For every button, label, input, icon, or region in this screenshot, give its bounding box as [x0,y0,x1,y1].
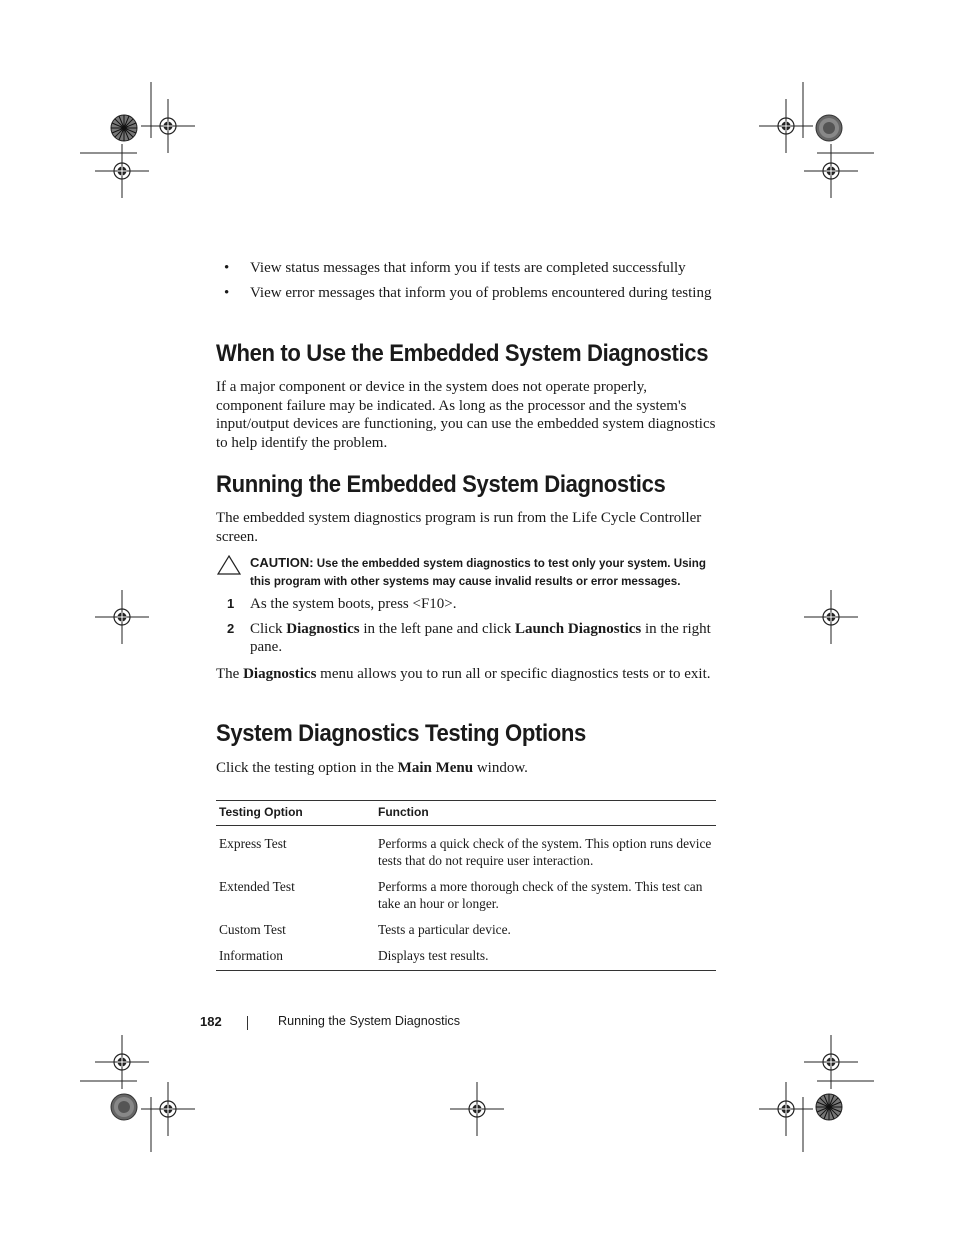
option-function: Performs a more thorough check of the system. This test can take an hour or longer. [378,878,703,911]
option-function: Tests a particular device. [378,921,511,937]
option-name: Extended Test [219,878,295,894]
ui-term-main-menu: Main Menu [397,760,474,776]
footer-separator [247,1016,248,1030]
step-number: 2 [227,620,235,636]
heading-running: Running the Embedded System Diagnostics [216,471,666,498]
column-header-function: Function [375,801,716,826]
caution-triangle-icon [216,554,242,576]
option-name: Custom Test [219,921,286,937]
feature-bullet-list [216,259,716,309]
paragraph-diagnostics-menu: The Diagnostics menu allows you to run all or specific diagnostics tests or to exit. [216,666,711,682]
ui-term-launch-diagnostics: Launch Diagnostics [514,620,642,637]
bullet-icon: • [224,260,230,276]
column-header-testing-option: Testing Option [216,801,375,826]
table-row [216,834,716,877]
table-row [216,920,716,946]
step-item [216,595,716,614]
step-item: 2 Click Diagnostics in the left pane and click Launch Diagnostics in the right pane. [227,620,711,655]
list-item: • View error messages that inform you of problems encountered during testing [224,285,712,301]
paragraph-testing-options: Click the testing option in the Main Menu window. [216,760,528,776]
step-text: As the system boots, press <F10>. [250,596,457,612]
table-row [216,877,716,920]
ui-term-diagnostics: Diagnostics [286,620,360,637]
caution-text: Use the embedded system diagnostics to test only your system. Using this program with other systems may cause invalid results or error messages. [250,557,706,588]
list-item: • View status messages that inform you if tests are completed successfully [224,260,686,276]
paragraph-when-to-use: If a major component or device in the system does not operate properly, component failure may be indicated. As long as the processor and the system's input/output devices are functioning, you can use the embedded system diagnostics to help identify the problem. [216,379,716,451]
bullet-icon: • [224,285,230,301]
step-number: 1 [227,596,235,611]
table-row [216,946,716,971]
table-header-row [216,801,716,826]
option-name: Express Test [219,835,287,851]
option-name: Information [219,947,283,963]
footer-chapter-title: Running the System Diagnostics [278,1014,461,1028]
paragraph-running: The embedded system diagnostics program is run from the Life Cycle Controller screen. [216,510,702,545]
caution-label: CAUTION: [250,555,314,570]
ui-term-diagnostics: Diagnostics [243,666,317,682]
page-number: 182 [200,1014,222,1029]
testing-options-table [216,800,716,971]
steps-list [216,595,716,663]
option-function: Performs a quick check of the system. This option runs device tests that do not require user interaction. [378,835,712,868]
option-function: Displays test results. [378,947,489,963]
heading-testing-options: System Diagnostics Testing Options [216,720,586,747]
heading-when-to-use: When to Use the Embedded System Diagnostics [216,340,709,367]
